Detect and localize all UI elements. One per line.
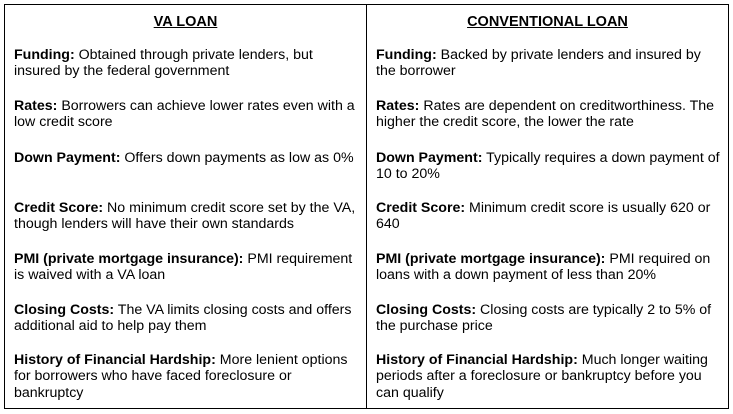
row-text: Much longer waiting periods after a foreclosure or bankruptcy before you can qualify (376, 352, 708, 401)
row-label: History of Financial Hardship: (376, 352, 578, 368)
va-down-payment-row (14, 150, 360, 166)
va-loan-column (5, 5, 367, 408)
row-text: Minimum credit score is usually 620 or 640 (376, 200, 711, 233)
va-rates-row (14, 98, 360, 131)
row-label: Closing Costs: (14, 302, 115, 318)
row-text: Obtained through private lenders, but insured by the federal government (14, 47, 313, 80)
va-credit-score-row (14, 200, 360, 233)
row-label: Credit Score: (376, 200, 466, 216)
conventional-credit-score-row (376, 200, 722, 233)
row-label: Rates: (376, 98, 420, 114)
row-text: Backed by private lenders and insured by the borrower (376, 47, 701, 80)
conventional-closing-costs-row (376, 302, 722, 335)
conventional-loan-column (367, 5, 728, 408)
row-text: Offers down payments as low as 0% (120, 150, 354, 166)
conventional-pmi-row (376, 251, 722, 284)
va-loan-heading: VA LOAN (153, 14, 218, 30)
row-text: PMI requirement is waived with a VA loan (14, 251, 353, 284)
conventional-down-payment-row (376, 150, 722, 183)
row-label: Credit Score: (14, 200, 104, 216)
conventional-financial-hardship-row (376, 352, 722, 401)
loan-comparison-table (4, 4, 729, 409)
conventional-rates-row (376, 98, 722, 131)
va-pmi-row (14, 251, 360, 284)
row-label: Funding: (376, 47, 437, 63)
row-text: Closing costs are typically 2 to 5% of the purchase price (376, 302, 712, 335)
row-text: The VA limits closing costs and offers additional aid to help pay them (14, 302, 352, 335)
va-closing-costs-row (14, 302, 360, 335)
row-text: No minimum credit score set by the VA, though lenders will have their own standards (14, 200, 356, 233)
row-text: Borrowers can achieve lower rates even with a low credit score (14, 98, 355, 131)
row-text: Rates are dependent on creditworthiness. The higher the credit score, the lower the rate (376, 98, 715, 131)
conventional-loan-heading: CONVENTIONAL LOAN (467, 14, 628, 30)
row-text: PMI required on loans with a down payment of less than 20% (376, 251, 711, 284)
row-label: PMI (private mortgage insurance): (376, 251, 606, 267)
va-financial-hardship-row (14, 352, 360, 401)
conventional-funding-row (376, 47, 722, 80)
row-label: Down Payment: (14, 150, 121, 166)
row-label: Closing Costs: (376, 302, 477, 318)
row-label: Down Payment: (376, 150, 483, 166)
row-text: Typically requires a down payment of 10 to 20% (376, 150, 720, 183)
row-label: History of Financial Hardship: (14, 352, 216, 368)
row-label: Funding: (14, 47, 75, 63)
va-funding-row (14, 47, 360, 80)
row-label: Rates: (14, 98, 58, 114)
row-label: PMI (private mortgage insurance): (14, 251, 244, 267)
row-text: More lenient options for borrowers who have faced foreclosure or bankruptcy (14, 352, 348, 401)
